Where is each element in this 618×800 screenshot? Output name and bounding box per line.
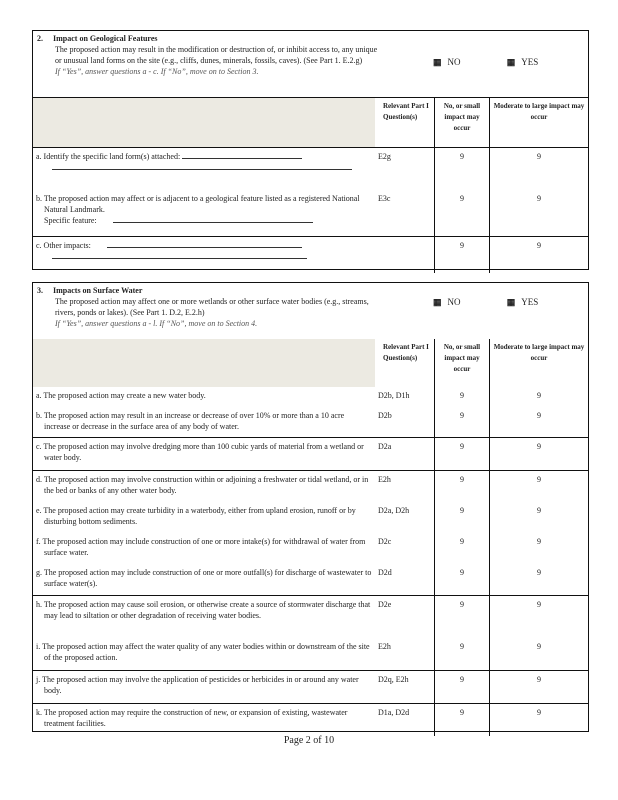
yes-no-choice (433, 57, 538, 68)
question-ref: E2g (378, 152, 391, 161)
moderate-impact-check[interactable]: 9 (489, 438, 588, 470)
yes-checkbox[interactable]: ▦ (506, 297, 516, 307)
section-number: 2. (37, 34, 43, 43)
question-ref: D2a (378, 442, 392, 451)
question-ref: D1a, D2d (378, 708, 410, 717)
question-row (33, 148, 588, 190)
question-text: d. The proposed action may involve construction within or adjoining a freshwater or tidal wetland, or in the bed or banks of any other water body. (36, 475, 369, 495)
question-row (33, 471, 588, 502)
section-title-text: Impact on Geological Features (53, 34, 158, 43)
section-instruction: If “Yes”, answer questions a - c. If “No”, move on to Section 3. (55, 67, 259, 76)
no-checkbox[interactable]: ▦ (433, 297, 442, 307)
small-impact-check[interactable]: 9 (434, 438, 489, 470)
answer-field[interactable] (52, 162, 352, 170)
small-impact-check[interactable]: 9 (434, 237, 489, 273)
yes-checkbox[interactable]: ▦ (506, 57, 516, 67)
header-spacer (33, 98, 375, 147)
small-impact-check[interactable]: 9 (434, 638, 489, 670)
answer-field[interactable] (182, 151, 302, 159)
question-ref: E2h (378, 642, 391, 651)
question-text: j. The proposed action may involve the application of pesticides or herbicides in or around any water body. (36, 675, 359, 695)
column-header-row (33, 339, 588, 387)
moderate-impact-check[interactable]: 9 (489, 502, 588, 533)
page-number: Page 2 of 10 (283, 735, 335, 746)
col-relevant: Relevant Part I Question(s) (383, 343, 429, 362)
question-text: c. The proposed action may involve dredging more than 100 cubic yards of material from a wetland or water body. (36, 442, 364, 462)
small-impact-check[interactable]: 9 (434, 533, 489, 564)
no-checkbox[interactable]: ▦ (433, 57, 442, 67)
question-row (33, 236, 588, 273)
small-impact-check[interactable]: 9 (434, 596, 489, 638)
question-ref: E2h (378, 475, 391, 484)
small-impact-check[interactable]: 9 (434, 148, 489, 190)
answer-field[interactable] (113, 215, 313, 223)
question-ref: D2c (378, 537, 392, 546)
small-impact-check[interactable]: 9 (434, 471, 489, 502)
question-text: i. The proposed action may affect the water quality of any water bodies within or downstream of the site of the proposed action. (36, 642, 370, 662)
question-row (33, 564, 588, 595)
question-row (33, 596, 588, 638)
question-text: e. The proposed action may create turbidity in a waterbody, either from upland erosion, runoff or by disturbing bottom sediments. (36, 506, 356, 526)
question-ref: D2a, D2h (378, 506, 410, 515)
moderate-impact-check[interactable]: 9 (489, 407, 588, 437)
question-text: f. The proposed action may include construction of one or more intake(s) for withdrawal of water from surface water. (36, 537, 366, 557)
answer-field[interactable] (107, 240, 302, 248)
section-title (37, 285, 584, 296)
header-spacer (33, 339, 375, 387)
small-impact-check[interactable]: 9 (434, 190, 489, 236)
small-impact-check[interactable]: 9 (434, 564, 489, 595)
question-text: k. The proposed action may require the construction of new, or expansion of existing, wastewater treatment facilities. (36, 708, 348, 728)
small-impact-check[interactable]: 9 (434, 671, 489, 703)
section-description: The proposed action may affect one or more wetlands or other surface water bodies (e.g., streams, rivers, ponds or lakes). (See Part 1. D.2, E.2.h) (55, 297, 369, 317)
moderate-impact-check[interactable]: 9 (489, 148, 588, 190)
question-row (33, 438, 588, 470)
question-ref: D2q, E2h (378, 675, 409, 684)
question-text: a. Identify the specific land form(s) attached: (36, 152, 181, 161)
section-surface-water (32, 282, 589, 732)
yes-no-choice (433, 297, 538, 308)
question-text: h. The proposed action may cause soil erosion, or otherwise create a source of stormwater discharge that may lead to siltation or other degradation of receiving water bodies. (36, 600, 371, 620)
small-impact-check[interactable]: 9 (434, 704, 489, 736)
question-list (33, 387, 588, 736)
question-group (33, 147, 588, 236)
answer-field[interactable] (52, 251, 307, 259)
section-title (37, 33, 584, 44)
question-group (33, 670, 588, 703)
section-number: 3. (37, 286, 43, 295)
col-moderate-impact: Moderate to large impact may occur (489, 98, 588, 147)
column-header-row (33, 97, 588, 147)
question-group (33, 595, 588, 670)
question-ref: D2b, D1h (378, 391, 410, 400)
question-row (33, 407, 588, 437)
question-text: a. The proposed action may create a new water body. (36, 391, 206, 400)
specific-feature-label: Specific feature: (44, 216, 97, 225)
moderate-impact-check[interactable]: 9 (489, 596, 588, 638)
question-row (33, 533, 588, 564)
small-impact-check[interactable]: 9 (434, 502, 489, 533)
question-row (33, 671, 588, 703)
no-label: NO (447, 57, 461, 67)
question-text: c. Other impacts: (36, 241, 91, 250)
question-text: b. The proposed action may result in an increase or decrease of over 10% or more than a 10 acre increase or decrease in the surface area of any body of water. (36, 411, 345, 431)
moderate-impact-check[interactable]: 9 (489, 638, 588, 670)
section-instruction: If “Yes”, answer questions a - l. If “No”, move on to Section 4. (55, 319, 258, 328)
section-title-text: Impacts on Surface Water (53, 286, 143, 295)
col-moderate-impact: Moderate to large impact may occur (489, 339, 588, 387)
section-geological (32, 30, 589, 270)
question-ref: D2d (378, 568, 392, 577)
col-small-impact: No, or small impact may occur (434, 339, 489, 387)
moderate-impact-check[interactable]: 9 (489, 704, 588, 736)
no-label: NO (447, 297, 461, 307)
question-ref: D2b (378, 411, 392, 420)
section-description: The proposed action may result in the modification or destruction of, or inhibit access to, any unique or unusual land forms on the site (e.g., cliffs, dunes, minerals, fossils, caves). (See Part 1. E.2.g) (55, 45, 378, 65)
moderate-impact-check[interactable]: 9 (489, 671, 588, 703)
small-impact-check[interactable]: 9 (434, 387, 489, 407)
moderate-impact-check[interactable]: 9 (489, 237, 588, 273)
small-impact-check[interactable]: 9 (434, 407, 489, 437)
question-ref: D2e (378, 600, 392, 609)
col-small-impact: No, or small impact may occur (434, 98, 489, 147)
moderate-impact-check[interactable]: 9 (489, 190, 588, 236)
yes-label: YES (521, 297, 539, 307)
question-row (33, 638, 588, 670)
question-group (33, 437, 588, 470)
question-text: b. The proposed action may affect or is adjacent to a geological feature listed as a registered National Natural Landmark. (36, 194, 360, 214)
question-row (33, 502, 588, 533)
moderate-impact-check[interactable]: 9 (489, 471, 588, 502)
question-ref (375, 237, 434, 273)
question-group (33, 470, 588, 595)
moderate-impact-check[interactable]: 9 (489, 533, 588, 564)
question-row (33, 387, 588, 407)
yes-label: YES (521, 57, 539, 67)
question-row (33, 190, 588, 236)
moderate-impact-check[interactable]: 9 (489, 564, 588, 595)
col-relevant: Relevant Part I Question(s) (383, 102, 429, 121)
question-text: g. The proposed action may include construction of one or more outfall(s) for discharge of wastewater to surface water(s). (36, 568, 372, 588)
moderate-impact-check[interactable]: 9 (489, 387, 588, 407)
question-group (33, 387, 588, 437)
question-row (33, 704, 588, 736)
question-group (33, 703, 588, 736)
question-ref: E3c (378, 194, 391, 203)
